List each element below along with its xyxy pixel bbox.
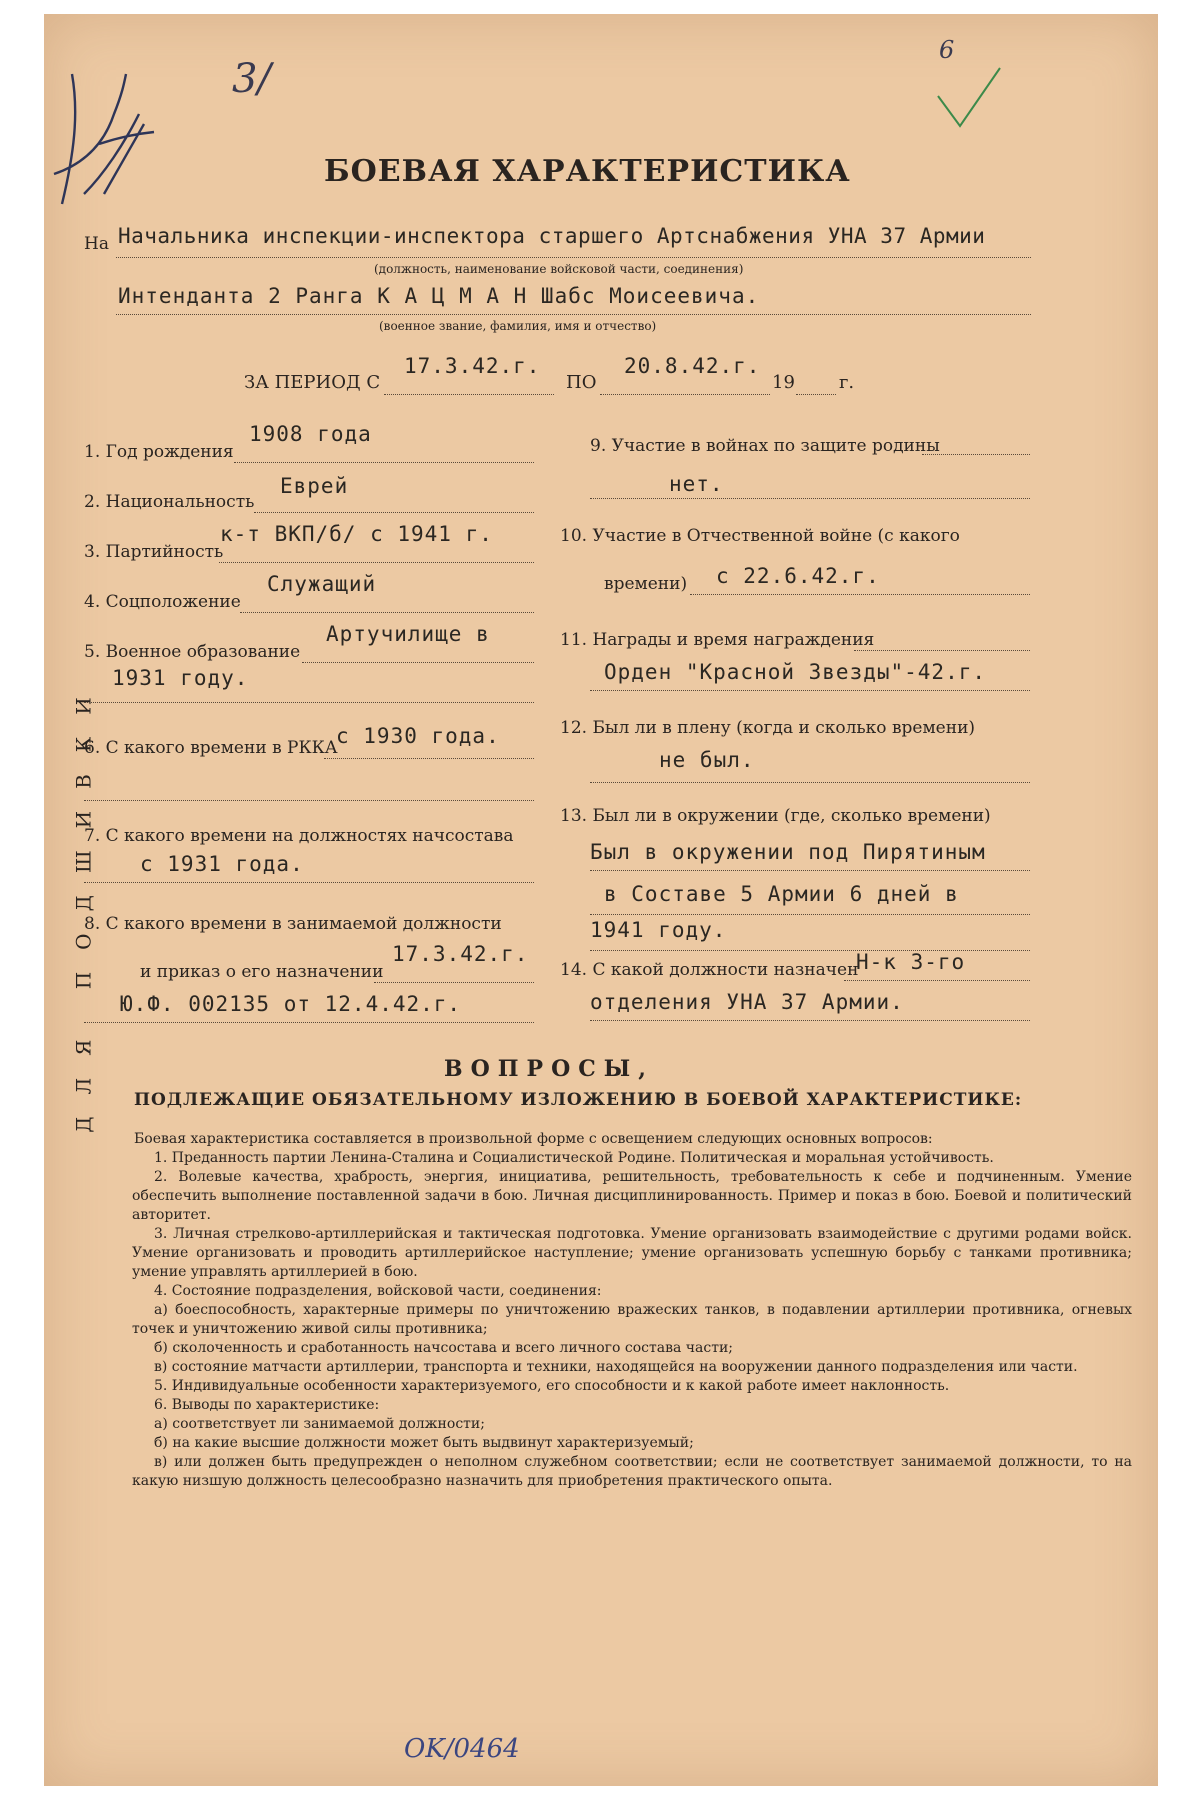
period-to-line	[600, 394, 770, 395]
f13-line2	[590, 914, 1030, 915]
question-line-7: в) состояние матчасти артиллерии, транспорта и техники, находящейся на вооружении данного подразделения или части.	[154, 1359, 1078, 1375]
f1-line	[234, 462, 534, 463]
f8-value1: 17.3.42.г.	[392, 942, 529, 966]
period-to-label: ПО	[566, 372, 597, 393]
f14-value1: Н-к 3-го	[856, 950, 966, 974]
f6-value: с 1930 года.	[336, 724, 500, 748]
checkmark-icon	[934, 64, 1004, 138]
year-suffix: г.	[839, 372, 855, 393]
f11-label: 11. Награды и время награждения	[560, 630, 875, 650]
f10-value: с 22.6.42.г.	[716, 564, 880, 588]
question-line-1: 1. Преданность партии Ленина-Сталина и Социалистической Родине. Политическая и моральная устойчивость.	[154, 1150, 994, 1166]
name-line	[116, 314, 1031, 315]
f10-line	[690, 594, 1030, 595]
f11-value: Орден "Красной Звезды"-42.г.	[604, 660, 987, 684]
f1-label: 1. Год рождения	[84, 442, 234, 462]
position-caption: (должность, наименование войсковой части, соединения)	[374, 262, 744, 276]
f7-value: с 1931 года.	[140, 852, 304, 876]
period-to: 20.8.42.г.	[624, 354, 761, 378]
f3-line	[219, 562, 534, 563]
f13-value3: 1941 году.	[590, 918, 727, 942]
bottom-stamp: OK/0464	[404, 1734, 520, 1764]
signature-svg	[44, 54, 174, 214]
document-page	[44, 14, 1158, 1786]
f14-value2: отделения УНА 37 Армии.	[590, 990, 904, 1014]
name-value: Интенданта 2 Ранга К А Ц М А Н Шабс Моисеевича.	[118, 284, 760, 308]
f6-line2	[84, 800, 534, 801]
question-line-3: 3. Личная стрелково-артиллерийская и тактическая подготовка. Умение организовать взаимодействие с другими родами войск. Умение организовать и проводить артиллерийское наступление; умение организовать успешную борьбу с танками противника; умение управлять артиллерией в бою.	[132, 1226, 1132, 1280]
period-from-line	[384, 394, 554, 395]
f5-line	[302, 662, 534, 663]
f6-line	[324, 758, 534, 759]
f9-value: нет.	[669, 472, 724, 496]
f14-line	[844, 980, 1030, 981]
f1-value: 1908 года	[249, 422, 372, 446]
f5-line2	[84, 702, 534, 703]
f5-value2: 1931 году.	[112, 666, 249, 690]
f9-line	[922, 454, 1030, 455]
questions-heading: ВОПРОСЫ,	[444, 1056, 654, 1082]
top-right-number: 6	[939, 36, 955, 64]
question-line-5: а) боеспособность, характерные примеры по уничтожению вражеских танков, в подавлении артиллерии противника, огневых точек и уничтожению живой силы противника;	[132, 1302, 1132, 1337]
f10-label2: времени)	[604, 574, 688, 594]
question-line-0: Боевая характеристика составляется в произвольной форме с освещением следующих основных вопросов:	[134, 1131, 933, 1147]
f2-label: 2. Национальность	[84, 492, 255, 512]
f7-label: 7. С какого времени на должностях начсостава	[84, 826, 514, 846]
f10-label: 10. Участие в Отчественной войне (с какого	[560, 526, 960, 546]
f4-label: 4. Соцположение	[84, 592, 241, 612]
question-line-9: 6. Выводы по характеристике:	[154, 1397, 380, 1413]
f8-line	[374, 982, 534, 983]
f8-value2: Ю.Ф. 002135 от 12.4.42.г.	[120, 992, 462, 1016]
f2-line	[254, 512, 534, 513]
question-line-2: 2. Волевые качества, храбрость, энергия, инициатива, решительность, требовательность к себе и подчиненным. Умение обеспечить выполнение поставленной задачи в бою. Личная дисциплинированность. Пример и показ в бою. Боевой и политический авторитет.	[132, 1169, 1132, 1223]
f5-value1: Артучилище в	[326, 622, 490, 646]
position-value: Начальника инспекции-инспектора старшего Артснабжения УНА 37 Армии	[118, 224, 986, 248]
f9-line2	[590, 498, 1030, 499]
question-line-8: 5. Индивидуальные особенности характеризуемого, его способности и к какой работе имеет наклонность.	[154, 1378, 950, 1394]
signature	[44, 54, 174, 214]
name-caption: (военное звание, фамилия, имя и отчество)	[379, 319, 657, 333]
period-from: 17.3.42.г.	[404, 354, 541, 378]
question-line-6: б) сколоченность и сработанность начсостава и всего личного состава части;	[154, 1340, 733, 1356]
period-label: ЗА ПЕРИОД С	[244, 372, 381, 393]
f13-value2: в Составе 5 Армии 6 дней в	[604, 882, 959, 906]
question-line-11: б) на какие высшие должности может быть выдвинут характеризуемый;	[154, 1435, 694, 1451]
f8-label: 8. С какого времени в занимаемой должности	[84, 914, 502, 934]
f7-line	[84, 882, 534, 883]
f14-line2	[590, 1020, 1030, 1021]
position-line	[116, 257, 1031, 258]
f9-label: 9. Участие в войнах по защите родины	[590, 436, 940, 456]
f12-value: не был.	[659, 748, 755, 772]
f11-line2	[590, 690, 1030, 691]
f13-value1: Был в окружении под Пирятиным	[590, 840, 986, 864]
document-title: БОЕВАЯ ХАРАКТЕРИСТИКА	[324, 154, 851, 189]
f3-value: к-т ВКП/б/ с 1941 г.	[220, 522, 493, 546]
f12-line	[590, 782, 1030, 783]
year-prefix: 19	[772, 372, 795, 393]
f12-label: 12. Был ли в плену (когда и сколько времени)	[560, 718, 976, 738]
f6-label: 6. С какого времени в РККА	[84, 738, 338, 758]
question-line-12: в) или должен быть предупрежден о неполном служебном соответствии; если не соответствует занимаемой должности, то на какую низшую должность целесообразно назначить для приобретения практического опыта.	[132, 1454, 1132, 1489]
f5-label: 5. Военное образование	[84, 642, 301, 662]
year-line	[796, 394, 836, 395]
f13-label: 13. Был ли в окружении (где, сколько времени)	[560, 806, 991, 826]
f8-line2	[84, 1022, 534, 1023]
f14-label: 14. С какой должности назначен	[560, 960, 859, 980]
f13-line1	[590, 870, 1030, 871]
f11-line	[854, 650, 1030, 651]
f3-label: 3. Партийность	[84, 542, 224, 562]
questions-subheading: ПОДЛЕЖАЩИЕ ОБЯЗАТЕЛЬНОМУ ИЗЛОЖЕНИЮ В БОЕВОЙ ХАРАКТЕРИСТИКЕ:	[134, 1090, 1023, 1110]
corner-number: 3/	[232, 56, 271, 102]
f4-line	[240, 612, 534, 613]
f2-value: Еврей	[280, 474, 349, 498]
question-line-4: 4. Состояние подразделения, войсковой части, соединения:	[154, 1283, 602, 1299]
sidebar-text: ДЛЯ ПОДШИВКИ	[72, 675, 96, 1133]
f4-value: Служащий	[267, 572, 377, 596]
question-line-10: а) соответствует ли занимаемой должности;	[154, 1416, 485, 1432]
f8-label2: и приказ о его назначении	[140, 962, 384, 982]
questions-body	[132, 1130, 1132, 1491]
na-label: На	[84, 234, 109, 254]
